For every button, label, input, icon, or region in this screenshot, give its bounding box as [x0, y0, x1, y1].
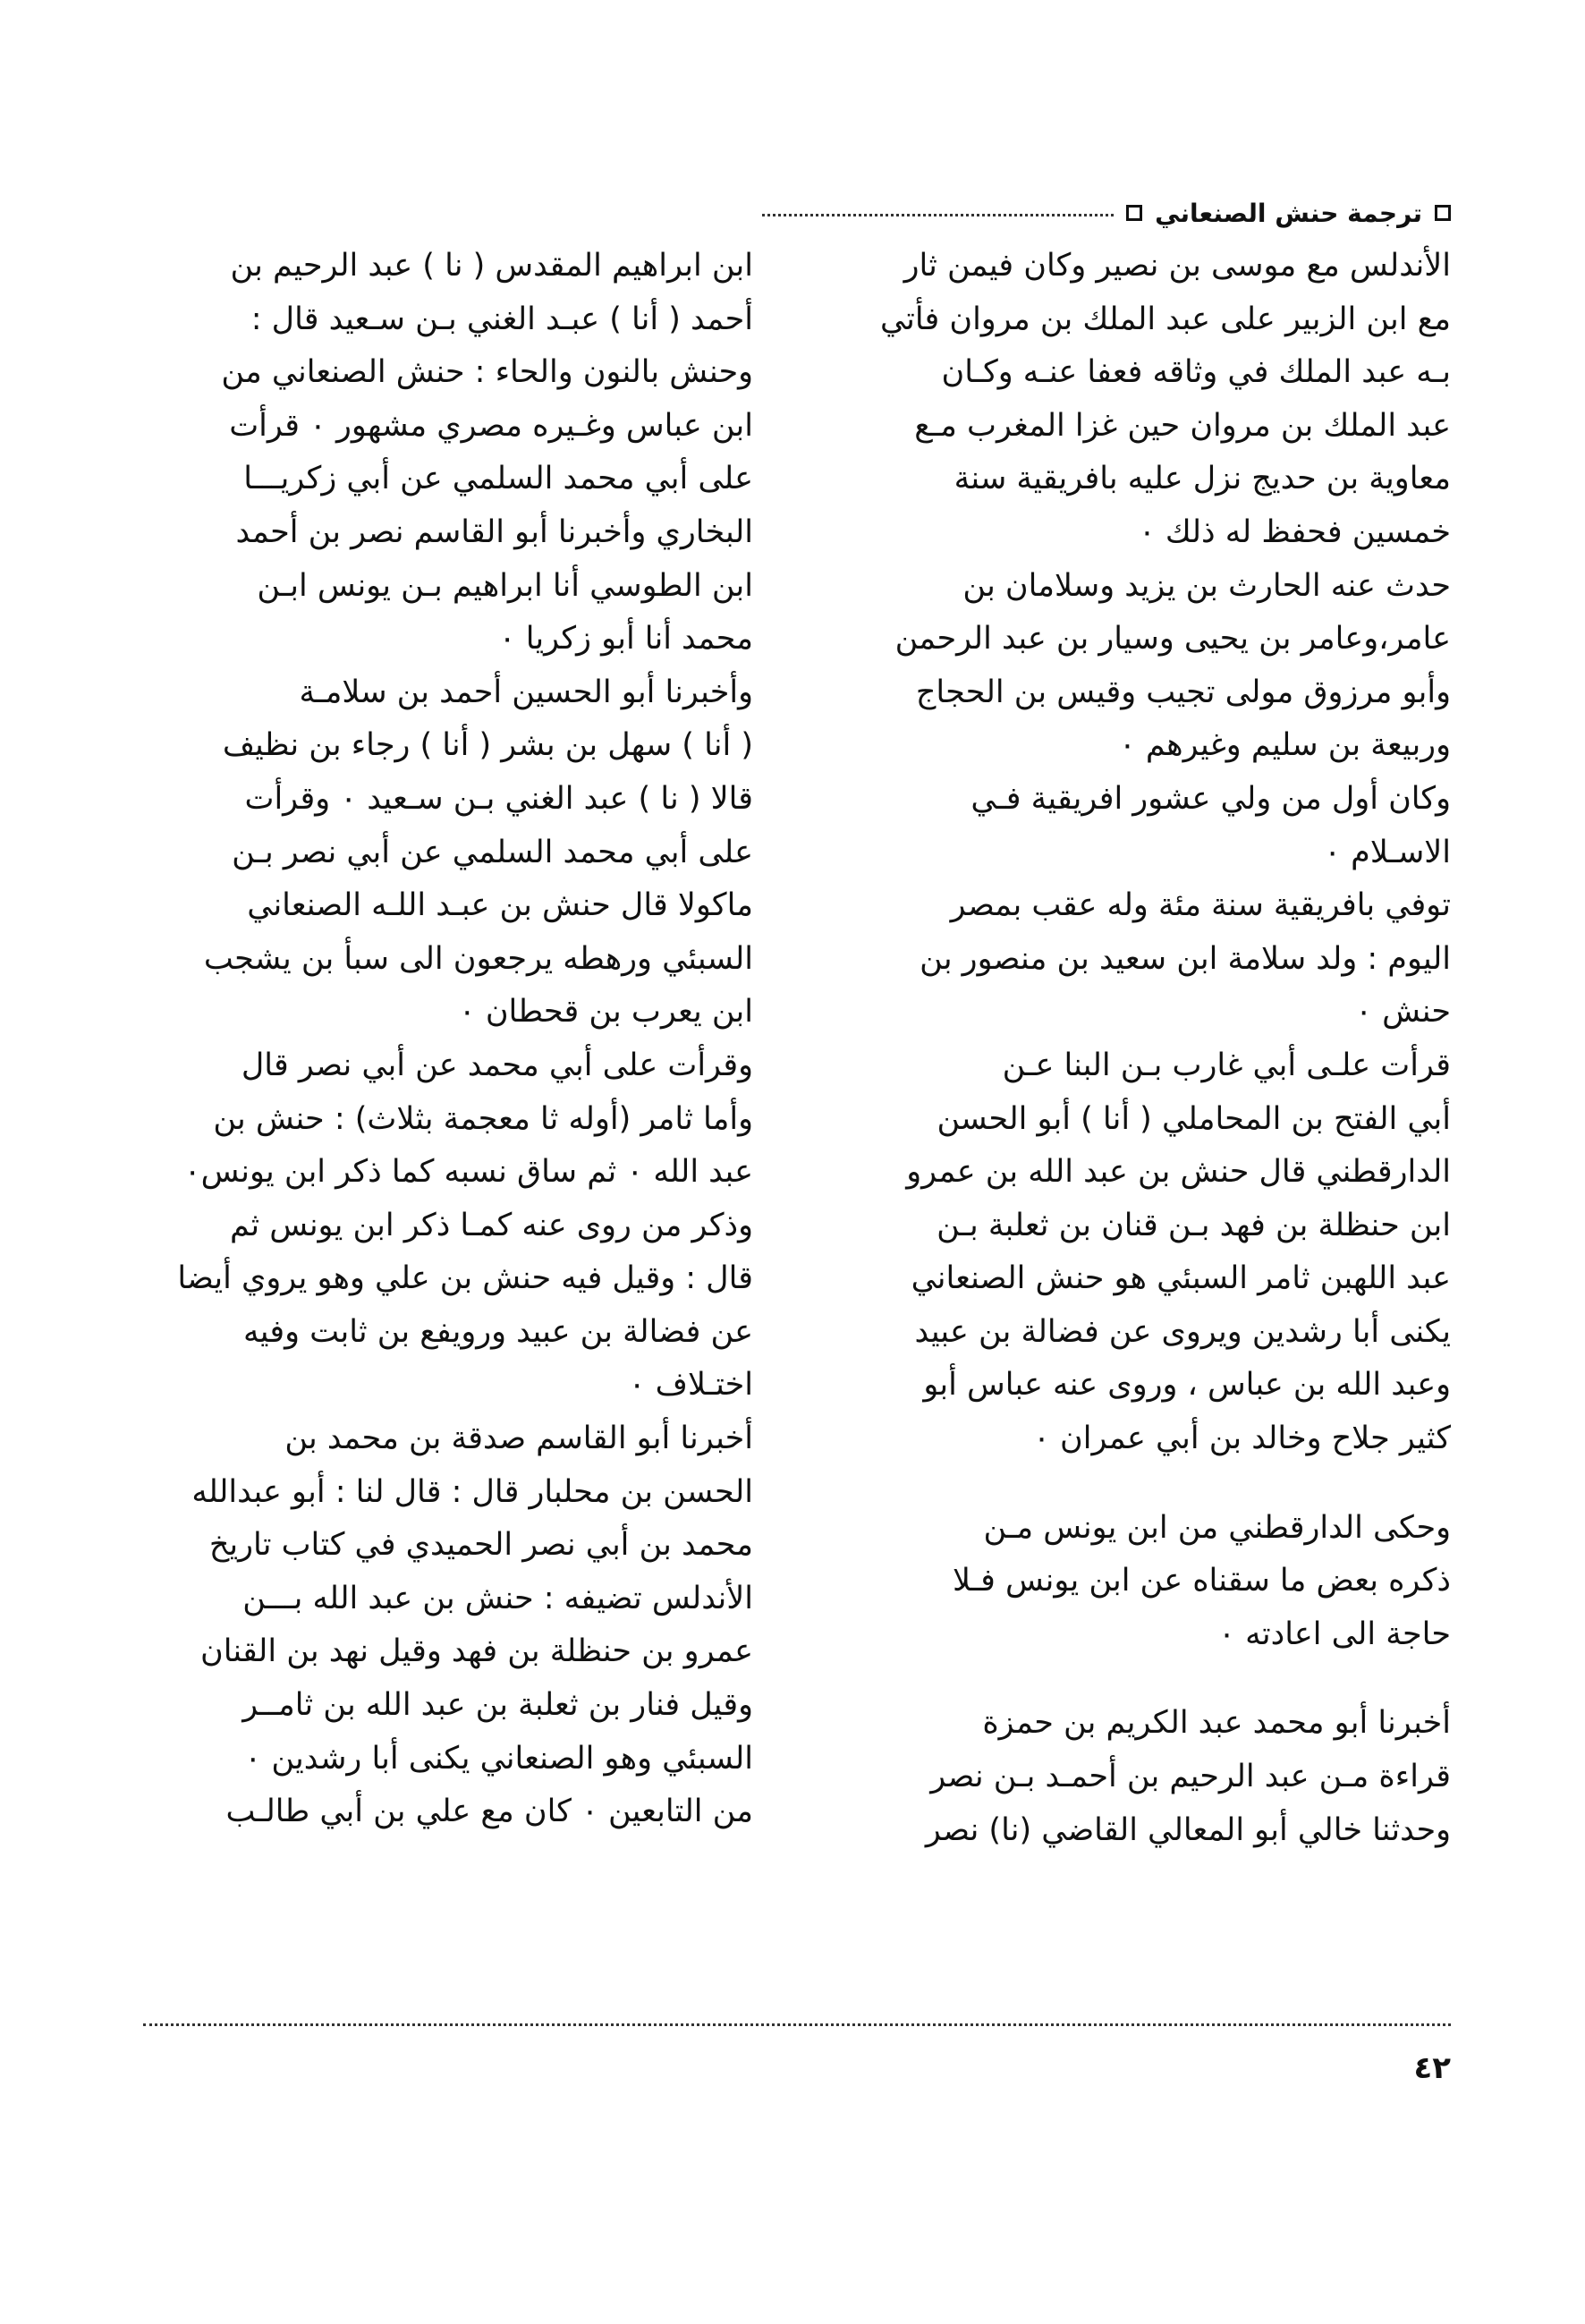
text-line: ابن حنظلة بن فهد بـن قنان بن ثعلبة بـن	[937, 1207, 1451, 1243]
text-line: ذكره بعض ما سقناه عن ابن يونس فـلا	[953, 1563, 1451, 1599]
text-line: حنش ٠	[1355, 994, 1451, 1031]
right-column	[789, 240, 1451, 1857]
text-line: محمد بن أبي نصر الحميدي في كتاب تاريخ	[208, 1527, 753, 1564]
text-line: الأندلس مع موسى بن نصير وكان فيمن ثار	[903, 248, 1451, 284]
text-line: وأما ثامر (أوله ثا معجمة بثلاث) : حنش بن	[213, 1100, 753, 1137]
text-line: أبي الفتح بن المحاملي ( أنا ) أبو الحسن	[937, 1100, 1451, 1137]
text-line: قال : وقيل فيه حنش بن علي وهو يروي أيضا	[177, 1260, 753, 1297]
text-line: وحكى الدارقطني من ابن يونس مـن	[983, 1509, 1451, 1546]
text-line: خمسين فحفظ له ذلك ٠	[1138, 513, 1451, 550]
text-line: أحمد ( أنا ) عبـد الغني بـن سـعيد قال :	[250, 301, 753, 337]
text-line: أخبرنا أبو القاسم صدقة بن محمد بن	[284, 1421, 753, 1457]
text-line: الأندلس تضيفه : حنش بن عبد الله بـــن	[242, 1580, 753, 1616]
text-line: عبد الملك بن مروان حين غزا المغرب مـع	[914, 407, 1451, 444]
text-line: أخبرنا أبو محمد عبد الكريم بن حمزة	[982, 1705, 1451, 1742]
text-line: السبئي وهو الصنعاني يكنى أبا رشدين ٠	[244, 1740, 753, 1777]
header-dotted-rule	[762, 214, 1114, 216]
page-number: ٤٢	[1413, 2050, 1451, 2086]
text-line: كثير جلاح وخالد بن أبي عمران ٠	[1033, 1421, 1451, 1457]
text-line: حدث عنه الحارث بن يزيد وسلامان بن	[962, 567, 1451, 604]
text-line: اليوم : ولد سلامة ابن سعيد بن منصور بن	[920, 940, 1451, 977]
text-line: وذكر من روى عنه كمـا ذكر ابن يونس ثم	[230, 1207, 753, 1243]
text-line: ابن يعرب بن قحطان ٠	[458, 994, 753, 1031]
text-line: يكنى أبا رشدين ويروى عن فضالة بن عبيد	[914, 1313, 1451, 1350]
text-line: حاجة الى اعادته ٠	[1218, 1616, 1451, 1652]
text-line: البخاري وأخبرنا أبو القاسم نصر بن أحمد	[235, 513, 753, 550]
text-line: الدارقطني قال حنش بن عبد الله بن عمرو	[906, 1154, 1451, 1191]
text-line: وربيعة بن سليم وغيرهم ٠	[1118, 727, 1451, 764]
text-line: وقرأت على أبي محمد عن أبي نصر قال	[241, 1047, 753, 1083]
text-line: قالا ( نا ) عبد الغني بـن سـعيد ٠ وقرأت	[244, 780, 753, 817]
text-line: وأبو مرزوق مولى تجيب وقيس بن الحجاج	[915, 674, 1451, 710]
text-line: من التابعين ٠ كان مع علي بن أبي طالـب	[225, 1794, 753, 1830]
text-line: ابن ابراهيم المقدس ( نا ) عبد الرحيم بن	[230, 248, 753, 284]
text-line: عامر،وعامر بن يحيى وسيار بن عبد الرحمن	[894, 621, 1451, 657]
text-line: مع ابن الزبير على عبد الملك بن مروان فأتي	[879, 301, 1451, 337]
left-column	[96, 240, 753, 1839]
text-line: وأخبرنا أبو الحسين أحمد بن سلامـة	[299, 674, 753, 710]
running-header	[762, 195, 1451, 231]
text-line: الحسن بن محلبار قال : قال لنا : أبو عبدالله	[191, 1473, 753, 1510]
text-line: وحنش بالنون والحاء : حنش الصنعاني من	[221, 354, 753, 391]
header-square-icon	[1435, 205, 1451, 221]
text-line: اختـلاف ٠	[628, 1367, 753, 1404]
text-line: ابن عباس وغـيره مصري مشهور ٠ قرأت	[229, 407, 753, 444]
header-title: ترجمة حنش الصنعاني	[1155, 198, 1422, 228]
text-line: ماكولا قال حنش بن عبـد اللـه الصنعاني	[247, 887, 753, 924]
text-line: ( أنا ) سهل بن بشر ( أنا ) رجاء بن نظيف	[222, 727, 753, 764]
text-line: توفي بافريقية سنة مئة وله عقب بمصر	[950, 887, 1451, 924]
text-line: معاوية بن حديج نزل عليه بافريقية سنة	[954, 461, 1451, 497]
text-line: وحدثنا خالي أبو المعالي القاضي (نا) نصر	[925, 1811, 1451, 1848]
text-line: قرأت علـى أبي غارب بـن البنا عـن	[1002, 1047, 1451, 1083]
text-line: السبئي ورهطه يرجعون الى سبأ بن يشجب	[203, 940, 753, 977]
header-square-icon	[1126, 205, 1142, 221]
text-line: عن فضالة بن عبيد ورويفع بن ثابت وفيه	[243, 1313, 753, 1350]
text-line: عمرو بن حنظلة بن فهد وقيل نهد بن القنان	[200, 1633, 753, 1670]
text-line: وعبد الله بن عباس ، وروى عنه عباس أبو	[923, 1367, 1451, 1404]
text-line: الاسـلام ٠	[1324, 834, 1451, 870]
text-line: على أبي محمد السلمي عن أبي نصر بـن	[232, 834, 753, 870]
text-line: وقيل فنار بن ثعلبة بن عبد الله بن ثامــر	[242, 1687, 753, 1724]
text-line: عبد الله ٠ ثم ساق نسبه كما ذكر ابن يونس٠	[183, 1154, 753, 1191]
text-line: قراءة مـن عبد الرحيم بن أحمـد بـن نصر	[930, 1759, 1451, 1795]
text-line: عبد اللهبن ثامر السبئي هو حنش الصنعاني	[911, 1260, 1451, 1297]
text-line: بـه عبد الملك في وثاقه فعفا عنـه وكـان	[941, 354, 1451, 391]
footer-dotted-rule	[143, 2023, 1451, 2026]
text-line: ابن الطوسي أنا ابراهيم بـن يونس ابـن	[257, 567, 753, 604]
text-line: وكان أول من ولي عشور افريقية فـي	[970, 780, 1451, 817]
text-line: محمد أنا أبو زكريا ٠	[498, 621, 753, 657]
text-line: على أبي محمد السلمي عن أبي زكريـــا	[243, 461, 753, 497]
